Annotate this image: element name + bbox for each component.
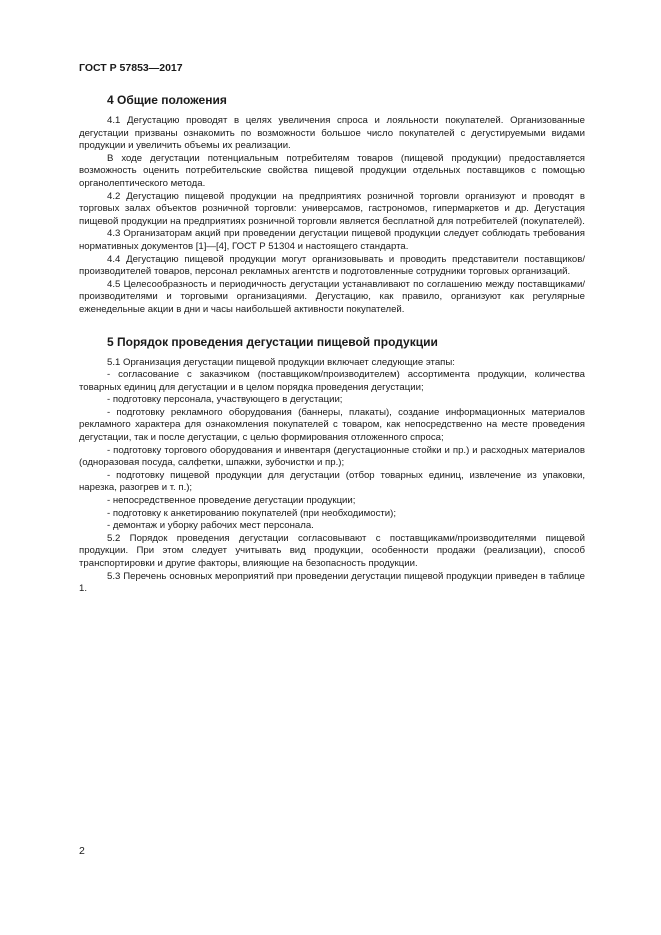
list-item: - согласование с заказчиком (поставщиком/производителем) ассортимента продукции, количества товарных единиц для дегустации и в целом порядка проведения дегустации; (79, 369, 585, 393)
paragraph-4-3: 4.3 Организаторам акций при проведении дегустации пищевой продукции следует соблюдать требования нормативных документов [1]—[4], ГОСТ Р 51304 и настоящего стандарта. (79, 228, 585, 252)
paragraph-5-3: 5.3 Перечень основных мероприятий при проведении дегустации пищевой продукции приведен в таблице 1. (79, 570, 585, 595)
list-item: - подготовку персонала, участвующего в дегустации; (107, 394, 343, 406)
section-5-title: 5 Порядок проведения дегустации пищевой продукции (107, 334, 438, 349)
paragraph-4-1: 4.1 Дегустацию проводят в целях увеличения спроса и лояльности покупателей. Организованные дегустации призваны ознакомить по возможности большое число покупателей с дегустируемыми видами продукции и увеличить объемы их реализации. (79, 115, 585, 152)
paragraph-4-2: 4.2 Дегустацию пищевой продукции на предприятиях розничной торговли организуют и проводят в торговых залах объектов розничной торговли: универсамов, гастрономов, гипермаркетов и др. Дегустация пищевой продукции на предприятиях розничной торговли является бесплатной для потребителей (покупателей). (79, 190, 585, 227)
list-item: - подготовку рекламного оборудования (баннеры, плакаты), создание информационных материалов рекламного характера для ознакомления покупателей с товаром, как непосредственно на месте проведения дегустации, так и после дегустации, с целью формирования отложенного спроса; (79, 406, 585, 444)
paragraph-5-2: 5.2 Порядок проведения дегустации согласовывают с поставщиками/производителями пищевой продукции. При этом следует учитывать вид продукции, особенности продажи (реализации), способ транспортировки и другие факторы, влияющие на безопасность продукции. (79, 532, 585, 569)
section-4-title: 4 Общие положения (107, 93, 227, 107)
paragraph-4-1-cont: В ходе дегустации потенциальным потребителям товаров (пищевой продукции) предоставляется возможность оценить потребительские свойства пищевой продукции отдельных поставщиков с помощью органолептического метода. (79, 152, 585, 189)
paragraph-5-1: 5.1 Организация дегустации пищевой продукции включает следующие этапы: (107, 356, 455, 368)
list-item: - непосредственное проведение дегустации продукции; (107, 495, 356, 507)
paragraph-4-4: 4.4 Дегустацию пищевой продукции могут организовывать и проводить представители поставщиков/производителей товаров, персонал рекламных агентств и подготовленные сотрудники торговых организаций. (79, 253, 585, 278)
page-number: 2 (79, 845, 85, 857)
document-code-header: ГОСТ Р 57853—2017 (79, 62, 183, 74)
list-item: - подготовку торгового оборудования и инвентаря (дегустационные стойки и пр.) и расходных материалов (одноразовая посуда, салфетки, шпажки, зубочистки и пр.); (79, 444, 585, 469)
list-item: - демонтаж и уборку рабочих мест персонала. (107, 520, 314, 532)
list-item: - подготовку пищевой продукции для дегустации (отбор товарных единиц, извлечение из упаковки, нарезка, разогрев и т. п.); (79, 469, 585, 494)
page-content (79, 93, 585, 596)
list-item: - подготовку к анкетированию покупателей (при необходимости); (107, 507, 396, 519)
paragraph-4-5: 4.5 Целесообразность и периодичность дегустации устанавливают по соглашению между поставщиками/производителями и торговыми организациями. Дегустацию, как правило, организуют как регулярные еженедельные акции в дни и часы наибольшей активности покупателей. (79, 278, 585, 315)
